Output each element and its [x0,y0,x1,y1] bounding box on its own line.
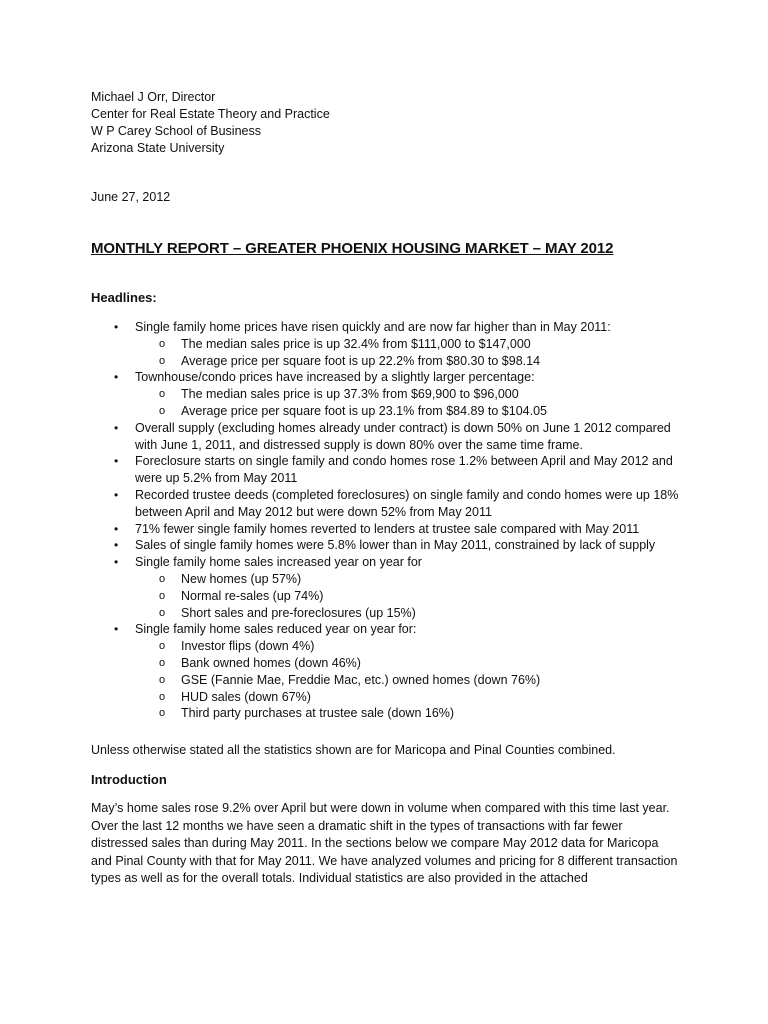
headline-item [91,537,691,554]
sub-bullet-glyph: o [159,388,166,401]
sub-bullet-glyph: o [159,707,166,720]
sub-bullet-glyph: o [159,337,166,350]
headline-text: Foreclosure starts on single family and condo homes rose 1.2% between April and May 2012 and were up 5.2% from May 2011 [135,454,673,486]
sub-list [135,638,691,722]
sub-item [91,689,691,706]
report-title: MONTHLY REPORT – GREATER PHOENIX HOUSING MARKET – MAY 2012 [91,240,614,257]
sub-item [91,336,691,353]
bullet-glyph: • [114,370,119,385]
sub-item [91,403,691,420]
sub-bullet-glyph: o [159,640,166,653]
sub-item-text: GSE (Fannie Mae, Freddie Mac, etc.) owned homes (down 76%) [181,672,541,687]
letterhead [91,89,330,157]
sub-item [91,588,691,605]
headline-text: 71% fewer single family homes reverted to lenders at trustee sale compared with May 2011 [135,521,640,536]
headline-item [91,521,691,538]
sub-bullet-glyph: o [159,656,166,669]
headline-text: Single family home prices have risen quickly and are now far higher than in May 2011: [135,320,611,334]
sub-item [91,605,691,622]
statistics-note: Unless otherwise stated all the statistics shown are for Maricopa and Pinal Counties combined. [91,743,616,757]
headlines-list [91,319,691,722]
sub-bullet-glyph: o [159,572,166,585]
sub-item [91,571,691,588]
bullet-glyph: • [114,454,119,469]
bullet-glyph: • [114,487,119,502]
sub-bullet-glyph: o [159,589,166,602]
headline-text: Sales of single family homes were 5.8% lower than in May 2011, constrained by lack of supply [135,538,656,553]
sub-item [91,386,691,403]
bullet-glyph: • [114,555,119,570]
headline-text: Single family home sales increased year on year for [135,555,422,570]
sub-item-text: HUD sales (down 67%) [181,689,311,704]
headlines-heading: Headlines: [91,290,157,305]
sub-item [91,705,691,722]
sub-item [91,655,691,672]
sub-item-text: Investor flips (down 4%) [181,639,315,654]
sub-item-text: Short sales and pre-foreclosures (up 15%) [181,605,416,620]
headline-item [91,554,691,621]
sub-item-text: Bank owned homes (down 46%) [181,655,361,670]
headline-item [91,420,691,454]
sub-item-text: Normal re-sales (up 74%) [181,588,324,603]
sub-item-text: New homes (up 57%) [181,571,302,586]
bullet-glyph: • [114,538,119,553]
headline-item [91,487,691,521]
sub-item-text: Average price per square foot is up 22.2% from $80.30 to $98.14 [181,353,541,368]
sub-list [135,336,691,370]
sub-item [91,638,691,655]
sub-item-text: The median sales price is up 32.4% from $111,000 to $147,000 [181,336,531,351]
introduction-heading: Introduction [91,772,167,787]
headline-text: Townhouse/condo prices have increased by a slightly larger percentage: [135,370,535,385]
report-date: June 27, 2012 [91,190,171,204]
sub-item-text: Average price per square foot is up 23.1% from $84.89 to $104.05 [181,403,547,418]
introduction-paragraph: May’s home sales rose 9.2% over April but were down in volume when compared with this time last year. Over the last 12 months we have seen a dramatic shift in the types of transactions with far fewer distressed sales than during May 2011. In the sections below we compare May 2012 data for Maricopa and Pinal County with that for May 2011. We have analyzed volumes and pricing for 8 different transaction types as well as for the overall totals. Individual statistics are also provided in the attached [91,801,678,886]
headline-item [91,319,691,369]
bullet-glyph: • [114,622,119,637]
headline-text: Overall supply (excluding homes already under contract) is down 50% on June 1 2012 compared with June 1, 2011, and distressed supply is down 80% over the same time frame. [135,420,671,452]
sub-bullet-glyph: o [159,606,166,619]
sub-bullet-glyph: o [159,673,166,686]
sub-bullet-glyph: o [159,404,166,417]
school-line: W P Carey School of Business [91,124,261,138]
sub-list [135,386,691,420]
headline-text: Recorded trustee deeds (completed foreclosures) on single family and condo homes were up 18% between April and May 2012 but were down 52% from May 2011 [135,487,679,519]
center-line: Center for Real Estate Theory and Practice [91,107,330,121]
headline-item [91,621,691,722]
bullet-glyph: • [114,521,119,536]
sub-bullet-glyph: o [159,690,166,703]
headline-item [91,453,691,487]
bullet-glyph: • [114,320,119,334]
sub-item-text: The median sales price is up 37.3% from $69,900 to $96,000 [181,387,519,402]
bullet-glyph: • [114,420,119,435]
author-line: Michael J Orr, Director [91,90,216,104]
university-line: Arizona State University [91,141,225,155]
sub-list [135,571,691,621]
sub-item [91,672,691,689]
sub-item [91,353,691,370]
sub-item-text: Third party purchases at trustee sale (down 16%) [181,706,455,721]
headline-text: Single family home sales reduced year on year for: [135,622,417,637]
sub-bullet-glyph: o [159,354,166,367]
headline-item [91,369,691,419]
